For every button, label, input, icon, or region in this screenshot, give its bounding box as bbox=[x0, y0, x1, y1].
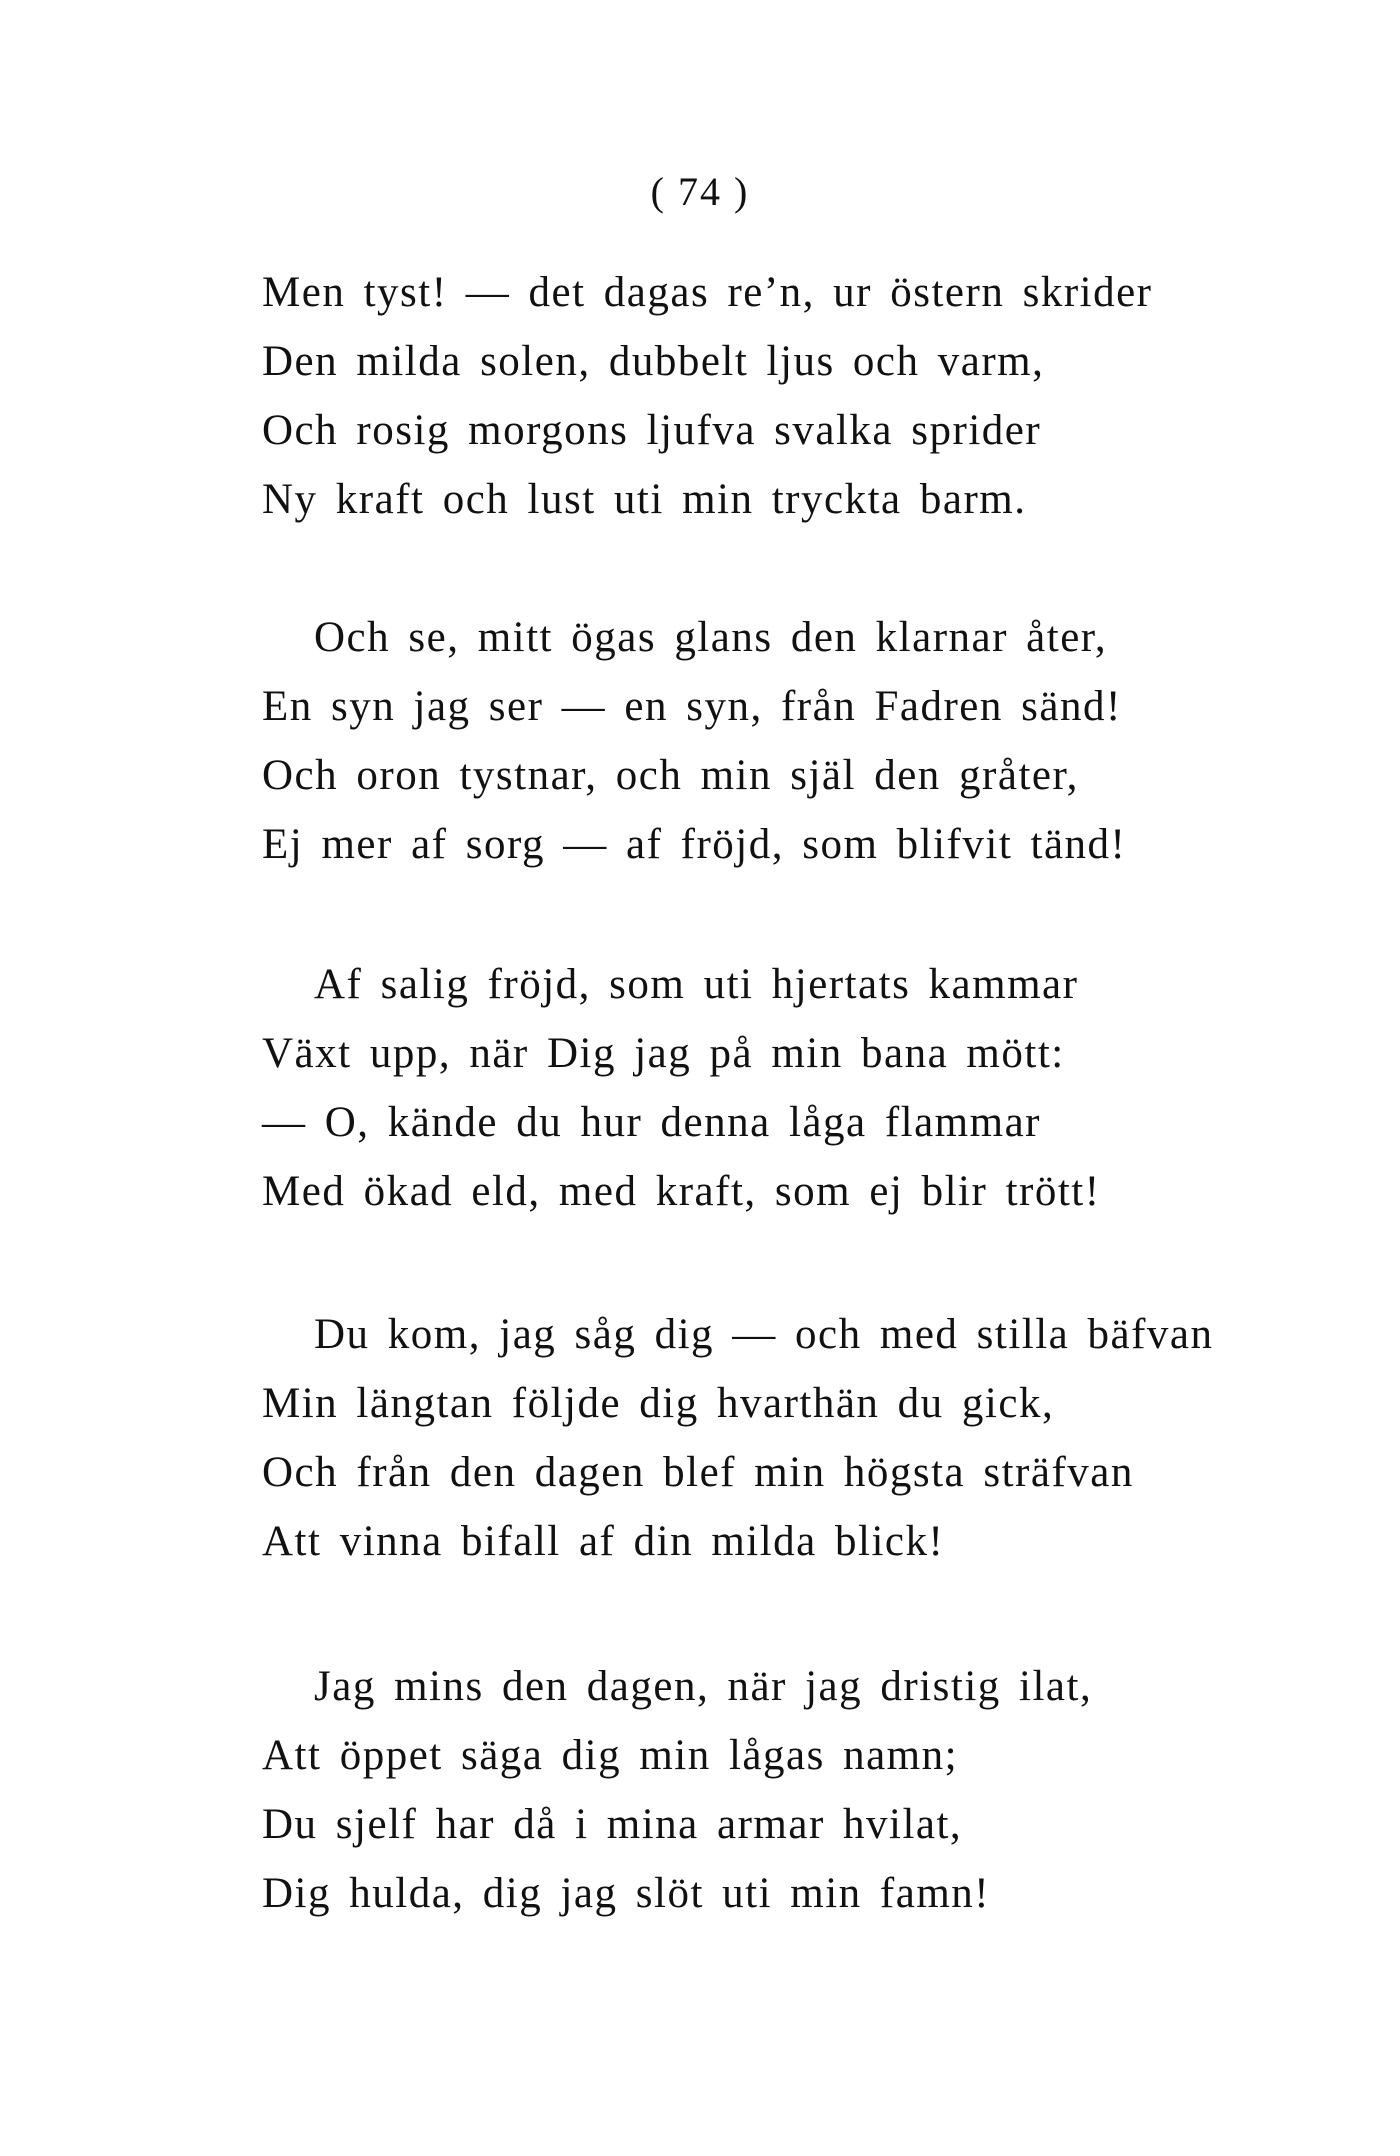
verse-line: Den milda solen, dubbelt ljus och varm, bbox=[262, 338, 1045, 385]
verse-line: Af salig fröjd, som uti hjertats kammar bbox=[314, 961, 1079, 1008]
verse-line: Jag mins den dagen, när jag dristig ilat, bbox=[314, 1663, 1093, 1710]
stanza bbox=[262, 1652, 1322, 1928]
verse-line: Växt upp, när Dig jag på min bana mött: bbox=[262, 1030, 1065, 1077]
page-number: ( 74 ) bbox=[650, 169, 750, 214]
verse-line: Du sjelf har då i mina armar hvilat, bbox=[262, 1801, 963, 1848]
verse-line: Med ökad eld, med kraft, som ej blir trött! bbox=[262, 1168, 1101, 1215]
stanza bbox=[262, 950, 1322, 1226]
verse-line: Ny kraft och lust uti min tryckta barm. bbox=[262, 476, 1027, 523]
verse-line: Och se, mitt ögas glans den klarnar åter, bbox=[314, 614, 1108, 661]
stanza bbox=[262, 258, 1322, 534]
verse-line: Att vinna bifall af din milda blick! bbox=[262, 1518, 945, 1565]
verse-line: Och oron tystnar, och min själ den gråter, bbox=[262, 752, 1079, 799]
verse-line: Och rosig morgons ljufva svalka sprider bbox=[262, 407, 1042, 454]
verse-line: Min längtan följde dig hvarthän du gick, bbox=[262, 1380, 1055, 1427]
verse-line: En syn jag ser — en syn, från Fadren sänd! bbox=[262, 683, 1122, 730]
stanza bbox=[262, 1300, 1322, 1576]
stanza bbox=[262, 603, 1322, 879]
verse-line: Men tyst! — det dagas re’n, ur östern skrider bbox=[262, 269, 1153, 316]
verse-line: — O, kände du hur denna låga flammar bbox=[262, 1099, 1041, 1146]
verse-line: Ej mer af sorg — af fröjd, som blifvit tänd! bbox=[262, 821, 1127, 868]
verse-line: Att öppet säga dig min lågas namn; bbox=[262, 1732, 959, 1779]
verse-line: Dig hulda, dig jag slöt uti min famn! bbox=[262, 1870, 991, 1917]
verse-line: Och från den dagen blef min högsta sträfvan bbox=[262, 1449, 1134, 1496]
verse-line: Du kom, jag såg dig — och med stilla bäfvan bbox=[314, 1311, 1214, 1358]
